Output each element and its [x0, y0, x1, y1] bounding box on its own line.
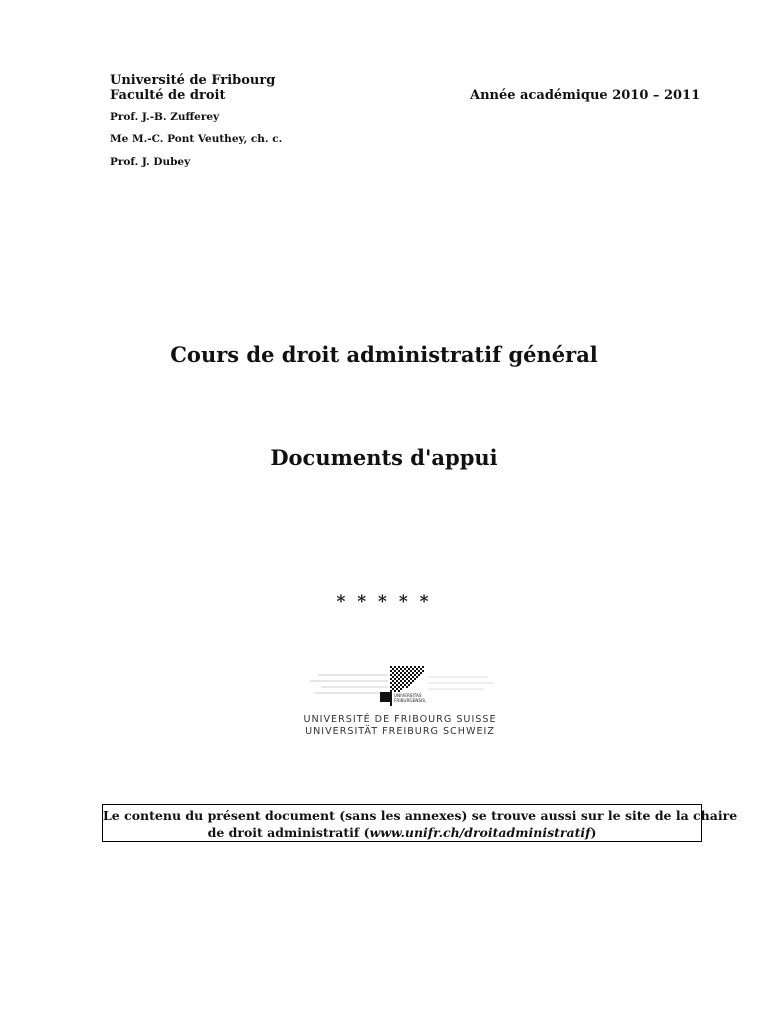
course-title: Cours de droit administratif général [170, 342, 598, 367]
faculty-name: Faculté de droit [110, 88, 226, 103]
logo-line-german: UNIVERSITÄT FREIBURG SCHWEIZ [305, 726, 495, 737]
document-subtitle: Documents d'appui [270, 445, 498, 470]
university-logo [300, 664, 500, 740]
notice-url-link[interactable]: www.unifr.ch/droitadministratif [369, 825, 591, 840]
notice-line-2-prefix: de droit administratif ( [207, 825, 370, 840]
professor-2: Me M.-C. Pont Veuthey, ch. c. [110, 133, 283, 145]
logo-line-french: UNIVERSITÉ DE FRIBOURG SUISSE [303, 714, 497, 725]
university-name: Université de Fribourg [110, 73, 276, 88]
professor-3: Prof. J. Dubey [110, 156, 191, 168]
notice-box [102, 804, 738, 842]
logo-small-text-2: FRIBURGENSIS [394, 698, 425, 703]
notice-line-2-suffix: ) [590, 825, 597, 840]
universitas-friburgensis-logo-icon [300, 664, 500, 714]
notice-line-2 [103, 824, 701, 841]
separator-stars: * * * * * [336, 592, 432, 612]
logo-small-text-1: UNIVERSITAS [394, 693, 422, 698]
notice-line-1: Le contenu du présent document (sans les annexes) se trouve aussi sur le site de la chaire [103, 808, 738, 823]
academic-year: Année académique 2010 – 2011 [470, 88, 701, 103]
professor-1: Prof. J.-B. Zufferey [110, 111, 220, 123]
